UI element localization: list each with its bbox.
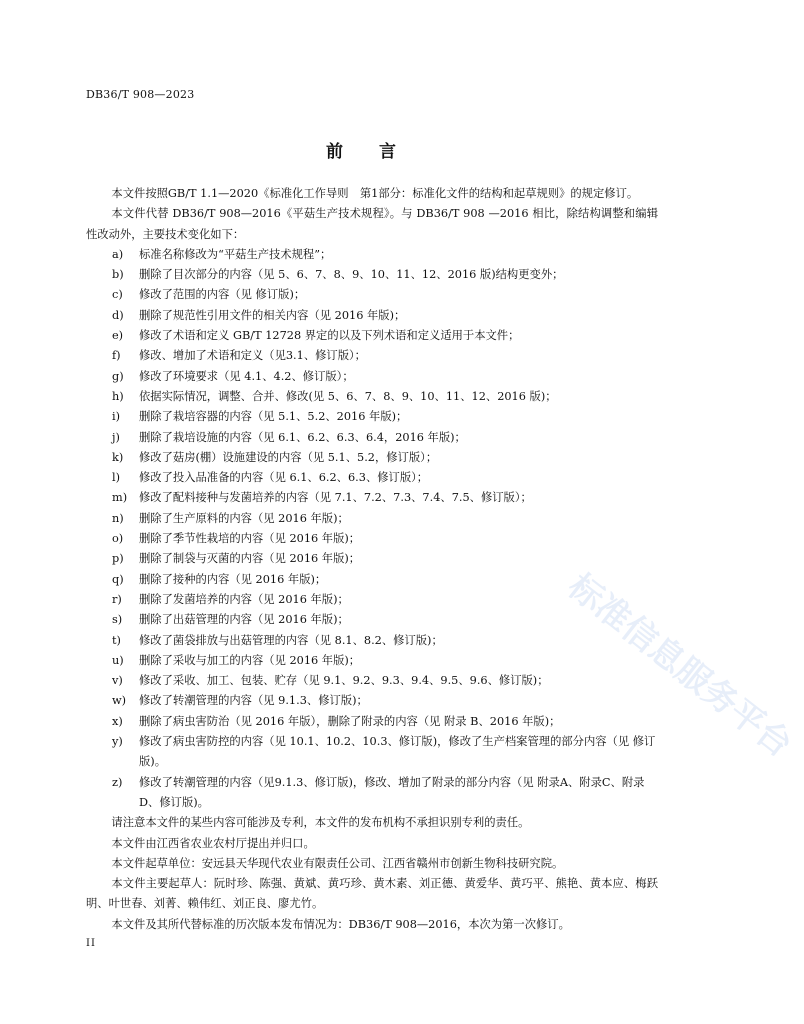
list-item <box>86 306 658 326</box>
list-item-text: 修改了菌袋排放与出菇管理的内容（见 8.1、8.2、修订版)； <box>139 633 443 647</box>
list-item <box>86 509 658 529</box>
list-item-text: 删除了栽培设施的内容（见 6.1、6.2、6.3、6.4，2016 年版)； <box>139 430 466 444</box>
list-item-label: d) <box>112 308 124 322</box>
list-item-label: v) <box>112 674 123 688</box>
page-number: II <box>86 938 96 949</box>
list-item-text: 修改了转潮管理的内容（见 9.1.3、修订版)； <box>139 694 368 708</box>
list-item-text: 删除了制袋与灭菌的内容（见 2016 年版)； <box>139 552 361 566</box>
list-item-text: 修改、增加了术语和定义（见3.1、修订版）； <box>139 349 366 363</box>
list-item-label: a) <box>112 247 124 261</box>
list-item <box>86 448 658 468</box>
list-item-label: n) <box>112 511 124 525</box>
list-item-label: k) <box>112 450 124 464</box>
list-item-label: h) <box>112 389 124 403</box>
list-item <box>86 407 658 427</box>
standard-code-header: DB36/T 908—2023 <box>86 88 195 101</box>
list-item-label: r) <box>112 592 122 606</box>
list-item-text: 修改了病虫害防控的内容（见 10.1、10.2、10.3、修订版)，修改了生产档案管理的部分内容（见 修订版)。 <box>139 735 656 769</box>
list-item-text: 删除了发菌培养的内容（见 2016 年版)； <box>139 592 349 606</box>
title-char-2: 言 <box>379 142 398 162</box>
list-item-label: w) <box>112 694 127 708</box>
list-item-text: 修改了环境要求（见 4.1、4.2、修订版）； <box>139 369 354 383</box>
list-item-text: 修改了术语和定义 GB/T 12728 界定的以及下列术语和定义适用于本文件； <box>139 329 520 343</box>
paragraph-history: 本文件及其所代替标准的历次版本发布情况为：DB36/T 908—2016，本次为第一次修订。 <box>111 917 570 931</box>
list-item-text: 删除了生产原料的内容（见 2016 年版)； <box>139 511 349 525</box>
list-item-text: 删除了季节性栽培的内容（见 2016 年版)； <box>139 532 361 546</box>
list-item-label: y) <box>112 735 123 749</box>
list-item <box>86 488 658 508</box>
list-item-text: 修改了配料接种与发菌培养的内容（见 7.1、7.2、7.3、7.4、7.5、修订版）； <box>139 491 532 505</box>
list-item-label: u) <box>112 653 124 667</box>
title-char-1: 前 <box>326 142 345 162</box>
list-item <box>86 691 658 711</box>
list-item <box>86 590 658 610</box>
list-item-label: g) <box>112 369 124 383</box>
list-item-label: b) <box>112 268 124 282</box>
list-item-label: o) <box>112 532 124 546</box>
list-item-label: x) <box>112 714 123 728</box>
paragraph-intro-1: 本文件按照GB/T 1.1—2020《标准化工作导则 第1部分：标准化文件的结构和起草规则》的规定修订。 <box>111 187 639 200</box>
paragraph-drafters: 本文件主要起草人：阮时珍、陈强、黄斌、黄巧珍、黄木素、刘正德、黄爱华、黄巧平、熊艳、黄本应、梅跃明、叶世春、刘菁、赖伟红、刘正良、廖尤竹。 <box>86 877 658 911</box>
list-item-text: 删除了采收与加工的内容（见 2016 年版)； <box>139 653 361 667</box>
change-list <box>86 245 658 813</box>
list-item <box>86 671 658 691</box>
paragraph-patent-notice: 请注意本文件的某些内容可能涉及专利，本文件的发布机构不承担识别专利的责任。 <box>111 816 530 830</box>
list-item <box>86 631 658 651</box>
list-item-text: 修改了菇房(棚）设施建设的内容（见 5.1、5.2，修订版）； <box>139 450 438 464</box>
list-item-text: 删除了出菇管理的内容（见 2016 年版)； <box>139 613 349 627</box>
list-item <box>86 285 658 305</box>
list-item <box>86 245 658 265</box>
list-item-label: t) <box>112 633 121 647</box>
list-item-text: 删除了病虫害防治（见 2016 年版），删除了附录的内容（见 附录 B、2016 年版)； <box>139 714 561 728</box>
list-item-label: e) <box>112 329 124 343</box>
list-item <box>86 468 658 488</box>
list-item-text: 修改了范围的内容（见 修订版)； <box>139 288 306 302</box>
paragraph-intro-2: 本文件代替 DB36/T 908—2016《平菇生产技术规程》。与 DB36/T 908 —2016 相比，除结构调整和编辑性改动外，主要技术变化如下： <box>86 207 658 241</box>
list-item <box>86 549 658 569</box>
list-item <box>86 610 658 630</box>
list-item-label: f) <box>112 349 121 363</box>
list-item-label: j) <box>112 430 120 444</box>
page-title <box>0 137 724 162</box>
list-item <box>86 651 658 671</box>
list-item <box>86 732 658 773</box>
list-item <box>86 428 658 448</box>
list-item-text: 修改了投入品准备的内容（见 6.1、6.2、6.3、修订版）； <box>139 471 429 485</box>
list-item-label: p) <box>112 552 124 566</box>
list-item <box>86 326 658 346</box>
list-item-text: 删除了目次部分的内容（见 5、6、7、8、9、10、11、12、2016 版)结构更变外； <box>139 268 564 282</box>
list-item <box>86 529 658 549</box>
list-item-text: 删除了接种的内容（见 2016 年版)； <box>139 572 327 586</box>
list-item-text: 修改了采收、加工、包装、贮存（见 9.1、9.2、9.3、9.4、9.5、9.6、修订版)； <box>139 674 549 688</box>
watermark: 标准信息服务平台 <box>560 566 800 766</box>
paragraph-drafting-unit: 本文件起草单位：安远县天华现代农业有限责任公司、江西省赣州市创新生物科技研究院。 <box>111 856 564 870</box>
foreword-body <box>86 184 658 935</box>
list-item-label: s) <box>112 613 123 627</box>
list-item-text: 依据实际情况，调整、合并、修改(见 5、6、7、8、9、10、11、12、2016 版)； <box>139 389 557 403</box>
list-item <box>86 712 658 732</box>
list-item <box>86 387 658 407</box>
list-item-text: 删除了规范性引用文件的相关内容（见 2016 年版)； <box>139 308 406 322</box>
list-item-label: q) <box>112 572 124 586</box>
list-item <box>86 265 658 285</box>
list-item <box>86 346 658 366</box>
list-item <box>86 773 658 814</box>
list-item-label: l) <box>112 471 121 485</box>
list-item-text: 修改了转潮管理的内容（见9.1.3、修订版)，修改、增加了附录的部分内容（见 附录A、附录C、附录D、修订版)。 <box>139 775 645 809</box>
list-item-text: 标准名称修改为“平菇生产技术规程”； <box>139 247 332 261</box>
list-item <box>86 570 658 590</box>
list-item-label: z) <box>112 775 123 789</box>
list-item-label: m) <box>112 491 128 505</box>
list-item-text: 删除了栽培容器的内容（见 5.1、5.2、2016 年版)； <box>139 410 408 424</box>
list-item-label: i) <box>112 410 121 424</box>
paragraph-proposer: 本文件由江西省农业农村厅提出并归口。 <box>111 836 315 850</box>
list-item <box>86 367 658 387</box>
list-item-label: c) <box>112 288 123 302</box>
